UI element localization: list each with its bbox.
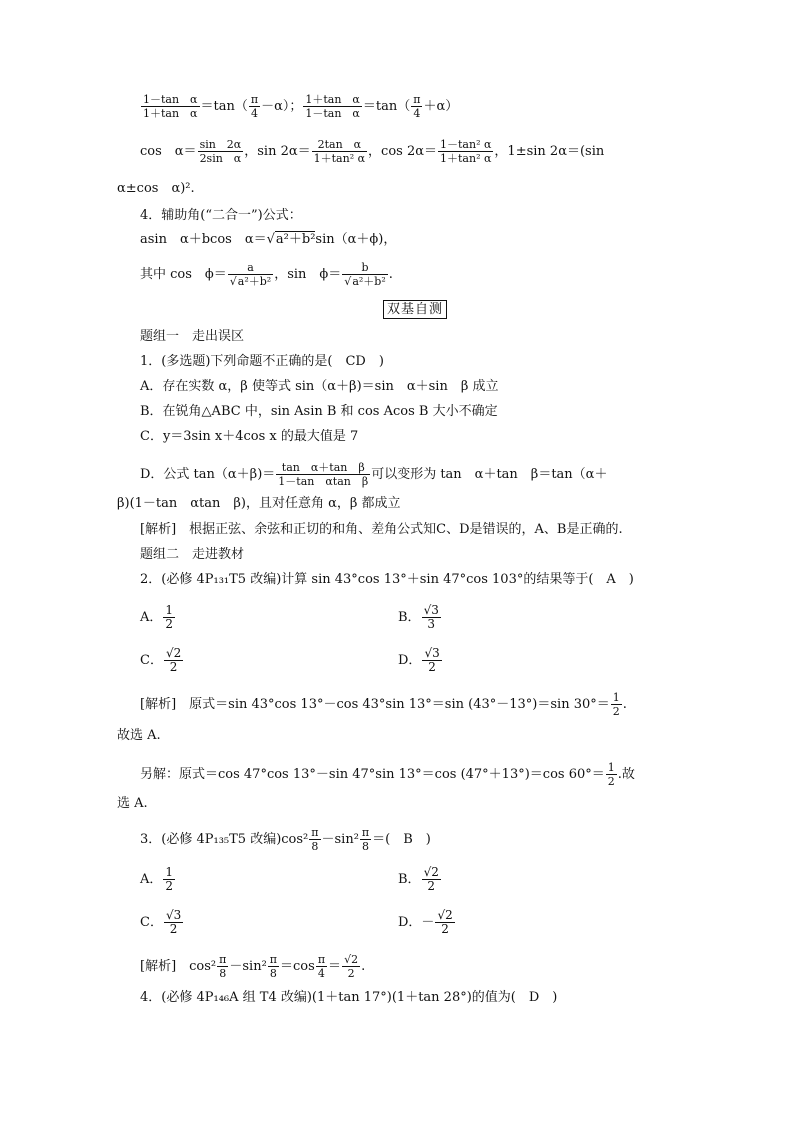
denominator: 2 <box>165 617 174 631</box>
text: B． <box>398 872 421 887</box>
fraction <box>276 461 370 488</box>
formula-auxiliary-phi <box>140 261 393 288</box>
text: C． <box>140 915 163 930</box>
text: asin α＋bcos α＝ <box>140 232 267 247</box>
question-3 <box>140 826 431 853</box>
fraction <box>435 909 454 936</box>
numerator: b <box>361 261 369 274</box>
numerator: √2 <box>165 646 182 660</box>
numerator: √3 <box>165 908 182 922</box>
numerator: sin 2α <box>199 138 242 151</box>
denominator: 4 <box>411 106 422 120</box>
q2-option-d <box>398 647 443 674</box>
numerator: √2 <box>437 908 453 922</box>
fraction <box>422 866 441 893</box>
numerator: π <box>219 953 227 966</box>
text: －sin² <box>229 959 267 974</box>
fraction <box>217 953 228 980</box>
text: D． <box>398 653 422 668</box>
text: 3．(必修 4P₁₃₅T5 改编)cos² <box>140 832 309 847</box>
fraction <box>303 93 362 120</box>
text: A． <box>140 872 163 887</box>
denominator: 4 <box>249 106 260 120</box>
q2-option-b <box>398 604 442 631</box>
denominator: 2 <box>612 705 620 718</box>
text: 可以变形为 tan α＋tan β＝tan（α＋ <box>371 467 608 482</box>
formula-auxiliary: asin α＋bcos α＝√a²＋b²sin（α＋ϕ)， <box>140 232 397 247</box>
denominator: 4 <box>316 966 327 980</box>
numerator: a <box>247 261 254 274</box>
text: ，sin 2α＝ <box>244 144 311 159</box>
numerator: √3 <box>424 646 440 660</box>
fraction <box>249 93 260 120</box>
fraction <box>611 691 622 718</box>
denominator: 2 <box>165 879 174 893</box>
question-2: 2．(必修 4P₁₃₁T5 改编)计算 sin 43°cos 13°＋sin 47°cos 103°的结果等于( A ) <box>140 572 634 587</box>
formula-line-tan <box>140 93 458 120</box>
denominator: 3 <box>422 617 441 631</box>
radicand: a²＋b² <box>237 275 272 288</box>
denominator: 8 <box>360 839 371 853</box>
fraction <box>228 261 273 288</box>
numerator: π <box>317 953 326 966</box>
question-4: 4．(必修 4P₁₄₆A 组 T4 改编)(1＋tan 17°)(1＋tan 28°)的值为( D ) <box>140 990 558 1005</box>
text: ＝tan（ <box>362 99 411 114</box>
group1-title: 题组一 走出误区 <box>140 329 245 344</box>
fraction <box>438 138 493 165</box>
fraction <box>606 761 617 788</box>
alternative-solution <box>140 761 635 788</box>
denominator: 1＋tan² α <box>313 152 366 165</box>
fraction <box>268 953 279 980</box>
section-title-self-test: 双基自测 <box>383 300 447 319</box>
numerator: 1－tan α <box>143 93 198 106</box>
text: ＝( B ) <box>372 832 431 847</box>
text: －α）； <box>261 99 303 114</box>
numerator: 1 <box>607 761 615 774</box>
text: . <box>388 267 393 282</box>
fraction <box>342 261 387 288</box>
heading-auxiliary-angle: 4．辅助角(“二合一”)公式： <box>140 208 302 223</box>
explanation-3 <box>140 953 365 980</box>
fraction <box>163 866 175 893</box>
denominator: 1－tan α <box>305 107 360 120</box>
numerator: 1 <box>165 603 174 617</box>
text: D．－ <box>398 915 435 930</box>
q3-option-a <box>140 866 176 893</box>
denominator: 8 <box>217 966 228 980</box>
text: －sin² <box>321 832 359 847</box>
numerator: π <box>413 93 421 106</box>
text: A． <box>140 610 163 625</box>
fraction <box>198 138 244 165</box>
option-c: C．y＝3sin x＋4cos x 的最大值是 7 <box>140 429 359 444</box>
q3-option-b <box>398 866 442 893</box>
option-d <box>140 461 607 488</box>
denominator: √a²＋b² <box>229 275 272 288</box>
explanation-2-continued: 故选 A. <box>117 728 161 743</box>
group2-title: 题组二 走进教材 <box>140 547 245 562</box>
denominator: 1－tan αtan β <box>278 475 369 488</box>
formula-line-double-angle <box>140 138 604 165</box>
denominator: 2 <box>164 922 183 936</box>
fraction <box>312 138 367 165</box>
text: . <box>622 697 627 712</box>
fraction <box>163 604 175 631</box>
fraction <box>342 953 360 980</box>
fraction <box>411 93 422 120</box>
numerator: √3 <box>423 603 439 617</box>
denominator: √a²＋b² <box>344 275 386 288</box>
text: [解析] cos² <box>140 959 217 974</box>
denominator: 2 <box>342 966 360 980</box>
q3-option-d <box>398 909 456 936</box>
text: sin（α＋ϕ)， <box>315 232 397 247</box>
numerator: 1 <box>612 691 620 704</box>
question-1: 1．(多选题)下列命题不正确的是( CD ) <box>140 354 384 369</box>
denominator: 1＋tan² α <box>440 152 492 165</box>
numerator: π <box>250 93 259 106</box>
denominator: 2 <box>422 660 441 674</box>
numerator: π <box>311 826 319 839</box>
option-a: A．存在实数 α，β 使等式 sin（α＋β)＝sin α＋sin β 成立 <box>140 379 499 394</box>
denominator: 8 <box>268 966 279 980</box>
text: .故 <box>617 767 635 782</box>
fraction <box>164 647 183 674</box>
text: ＝ <box>328 959 342 974</box>
q2-option-c <box>140 647 184 674</box>
numerator: 2tan α <box>317 138 362 151</box>
text: ，cos 2α＝ <box>368 144 438 159</box>
numerator: 1－tan² α <box>440 138 492 151</box>
denominator: 2 <box>422 879 441 893</box>
alternative-solution-continued: 选 A. <box>117 796 148 811</box>
text: B． <box>398 610 421 625</box>
fraction <box>164 909 183 936</box>
text: ，1±sin 2α＝(sin <box>494 144 605 159</box>
denominator: 2 <box>435 922 454 936</box>
explanation-2 <box>140 691 627 718</box>
numerator: 1 <box>165 865 174 879</box>
text: cos α＝ <box>140 144 197 159</box>
text: C． <box>140 653 163 668</box>
fraction <box>422 647 441 674</box>
fraction <box>141 93 200 120</box>
numerator: √2 <box>344 953 359 966</box>
text: ＝tan（ <box>200 99 248 114</box>
formula-line-continued: α±cos α)². <box>117 181 195 196</box>
denominator: 2 <box>607 775 615 788</box>
denominator: 2 <box>164 660 183 674</box>
q2-option-a <box>140 604 176 631</box>
explanation-1: [解析] 根据正弦、余弦和正切的和角、差角公式知C、D是错误的，A、B是正确的. <box>140 522 623 537</box>
text: [解析] 原式＝sin 43°cos 13°－cos 43°sin 13°＝sin (43°－13°)＝sin 30°＝ <box>140 697 610 712</box>
radicand: a²＋b² <box>352 275 386 288</box>
numerator: π <box>361 826 370 839</box>
numerator: tan α＋tan β <box>281 461 365 474</box>
text: . <box>361 959 366 974</box>
denominator: 2sin α <box>199 152 242 165</box>
text: ＋α） <box>423 99 459 114</box>
radicand: a²＋b² <box>275 232 316 247</box>
option-d-continued: β)(1－tan αtan β)，且对任意角 α，β 都成立 <box>117 496 401 511</box>
text: D．公式 tan（α＋β)＝ <box>140 467 276 482</box>
fraction <box>309 826 320 853</box>
q3-option-c <box>140 909 184 936</box>
text: 另解：原式＝cos 47°cos 13°－sin 47°sin 13°＝cos (47°＋13°)＝cos 60°＝ <box>140 767 605 782</box>
fraction <box>360 826 371 853</box>
denominator: 8 <box>309 839 320 853</box>
text: ＝cos <box>280 959 315 974</box>
option-b: B．在锐角△ABC 中，sin Asin B 和 cos Acos B 大小不确定 <box>140 404 498 419</box>
numerator: 1＋tan α <box>305 93 360 106</box>
text: ，sin ϕ＝ <box>274 267 342 282</box>
numerator: √2 <box>423 865 439 879</box>
numerator: π <box>269 953 278 966</box>
denominator: 1＋tan α <box>143 107 198 120</box>
text: 其中 cos ϕ＝ <box>140 267 227 282</box>
fraction <box>422 604 441 631</box>
fraction <box>316 953 327 980</box>
